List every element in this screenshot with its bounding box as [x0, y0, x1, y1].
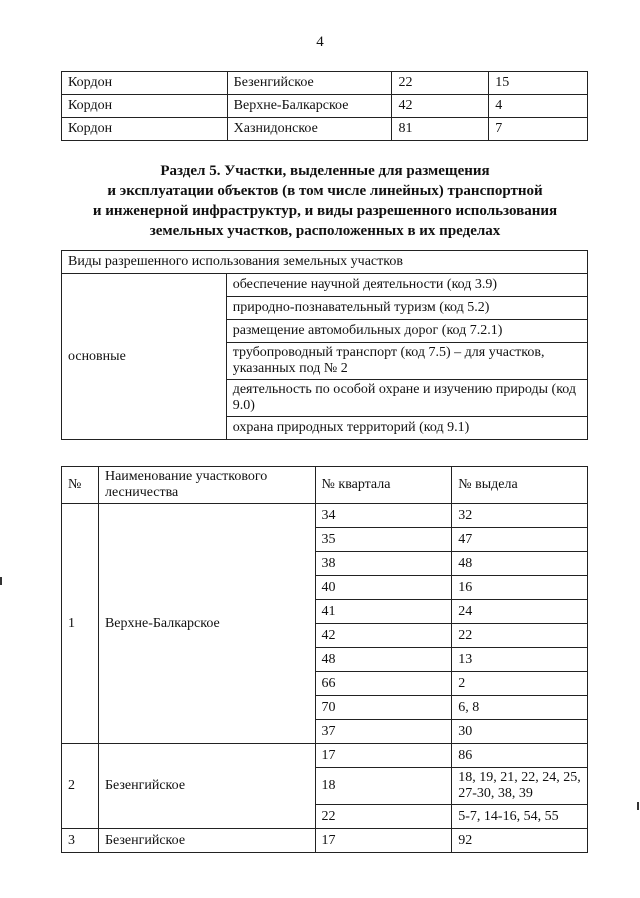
use-item: природно-познавательный туризм (код 5.2)	[226, 297, 587, 320]
quarter-cell: 41	[315, 600, 452, 624]
compartment-cell: 18, 19, 21, 22, 24, 25, 27-30, 38, 39	[452, 768, 588, 805]
section-heading-line: Раздел 5. Участки, выделенные для размещения	[160, 163, 490, 179]
quarter-cell: 34	[315, 504, 452, 528]
compartment-cell: 2	[452, 672, 588, 696]
quarter-cell: 38	[315, 552, 452, 576]
quarter-cell: 22	[315, 805, 452, 829]
table-cell: Верхне-Балкарское	[227, 95, 392, 118]
column-header-number: №	[62, 467, 99, 504]
compartment-cell: 48	[452, 552, 588, 576]
table-cell: Безенгийское	[227, 72, 392, 95]
section-heading	[60, 161, 590, 241]
table-row	[62, 504, 588, 528]
column-header-quarter: № квартала	[315, 467, 452, 504]
quarter-cell: 35	[315, 528, 452, 552]
table-row	[62, 829, 588, 853]
table-cell: Кордон	[62, 95, 228, 118]
compartment-cell: 86	[452, 744, 588, 768]
column-header-forestry: Наименование участкового лесничества	[98, 467, 315, 504]
compartment-cell: 32	[452, 504, 588, 528]
use-item: обеспечение научной деятельности (код 3.9)	[226, 274, 587, 297]
table-header-row	[62, 251, 588, 274]
land-use-table	[61, 250, 588, 440]
section-heading-line: и инженерной инфраструктур, и виды разрешенного использования	[92, 203, 558, 219]
row-number: 2	[62, 744, 99, 829]
table-cell: 81	[392, 118, 489, 141]
quarter-cell: 18	[315, 768, 452, 805]
row-number: 3	[62, 829, 99, 853]
quarter-cell: 37	[315, 720, 452, 744]
compartment-cell: 24	[452, 600, 588, 624]
table-row	[62, 274, 588, 297]
quarter-cell: 42	[315, 624, 452, 648]
table-header-cell: Виды разрешенного использования земельных участков	[62, 251, 588, 274]
use-item: деятельность по особой охране и изучению природы (код 9.0)	[226, 380, 587, 417]
quarter-cell: 66	[315, 672, 452, 696]
table-cell: 42	[392, 95, 489, 118]
quarter-cell: 48	[315, 648, 452, 672]
forestry-name: Безенгийское	[98, 744, 315, 829]
forestry-plots-table	[61, 466, 588, 853]
forestry-name: Безенгийское	[98, 829, 315, 853]
compartment-cell: 6, 8	[452, 696, 588, 720]
table-row	[62, 118, 588, 141]
table-row	[62, 72, 588, 95]
table-row	[62, 744, 588, 768]
compartment-cell: 22	[452, 624, 588, 648]
section-heading-line: земельных участков, расположенных в их пределах	[149, 223, 501, 239]
table-cell: Кордон	[62, 118, 228, 141]
compartment-cell: 16	[452, 576, 588, 600]
compartment-cell: 13	[452, 648, 588, 672]
page-number: 4	[316, 34, 324, 50]
use-item: размещение автомобильных дорог (код 7.2.1)	[226, 320, 587, 343]
compartment-cell: 47	[452, 528, 588, 552]
table-cell: 22	[392, 72, 489, 95]
table-cell: 15	[489, 72, 588, 95]
checkpoint-table	[61, 71, 588, 141]
quarter-cell: 17	[315, 744, 452, 768]
table-cell: 4	[489, 95, 588, 118]
table-cell: Хазнидонское	[227, 118, 392, 141]
forestry-name: Верхне-Балкарское	[98, 504, 315, 744]
quarter-cell: 17	[315, 829, 452, 853]
use-item: охрана природных территорий (код 9.1)	[226, 417, 587, 440]
compartment-cell: 92	[452, 829, 588, 853]
quarter-cell: 40	[315, 576, 452, 600]
use-item: трубопроводный транспорт (код 7.5) – для участков, указанных под № 2	[226, 343, 587, 380]
use-category: основные	[62, 274, 227, 440]
table-cell: 7	[489, 118, 588, 141]
scan-edge-mark	[637, 802, 639, 810]
compartment-cell: 5-7, 14-16, 54, 55	[452, 805, 588, 829]
section-heading-line: и эксплуатации объектов (в том числе линейных) транспортной	[107, 183, 543, 199]
quarter-cell: 70	[315, 696, 452, 720]
table-cell: Кордон	[62, 72, 228, 95]
table-header-row	[62, 467, 588, 504]
column-header-compartment: № выдела	[452, 467, 588, 504]
row-number: 1	[62, 504, 99, 744]
scan-edge-mark	[0, 577, 2, 585]
table-row	[62, 95, 588, 118]
compartment-cell: 30	[452, 720, 588, 744]
